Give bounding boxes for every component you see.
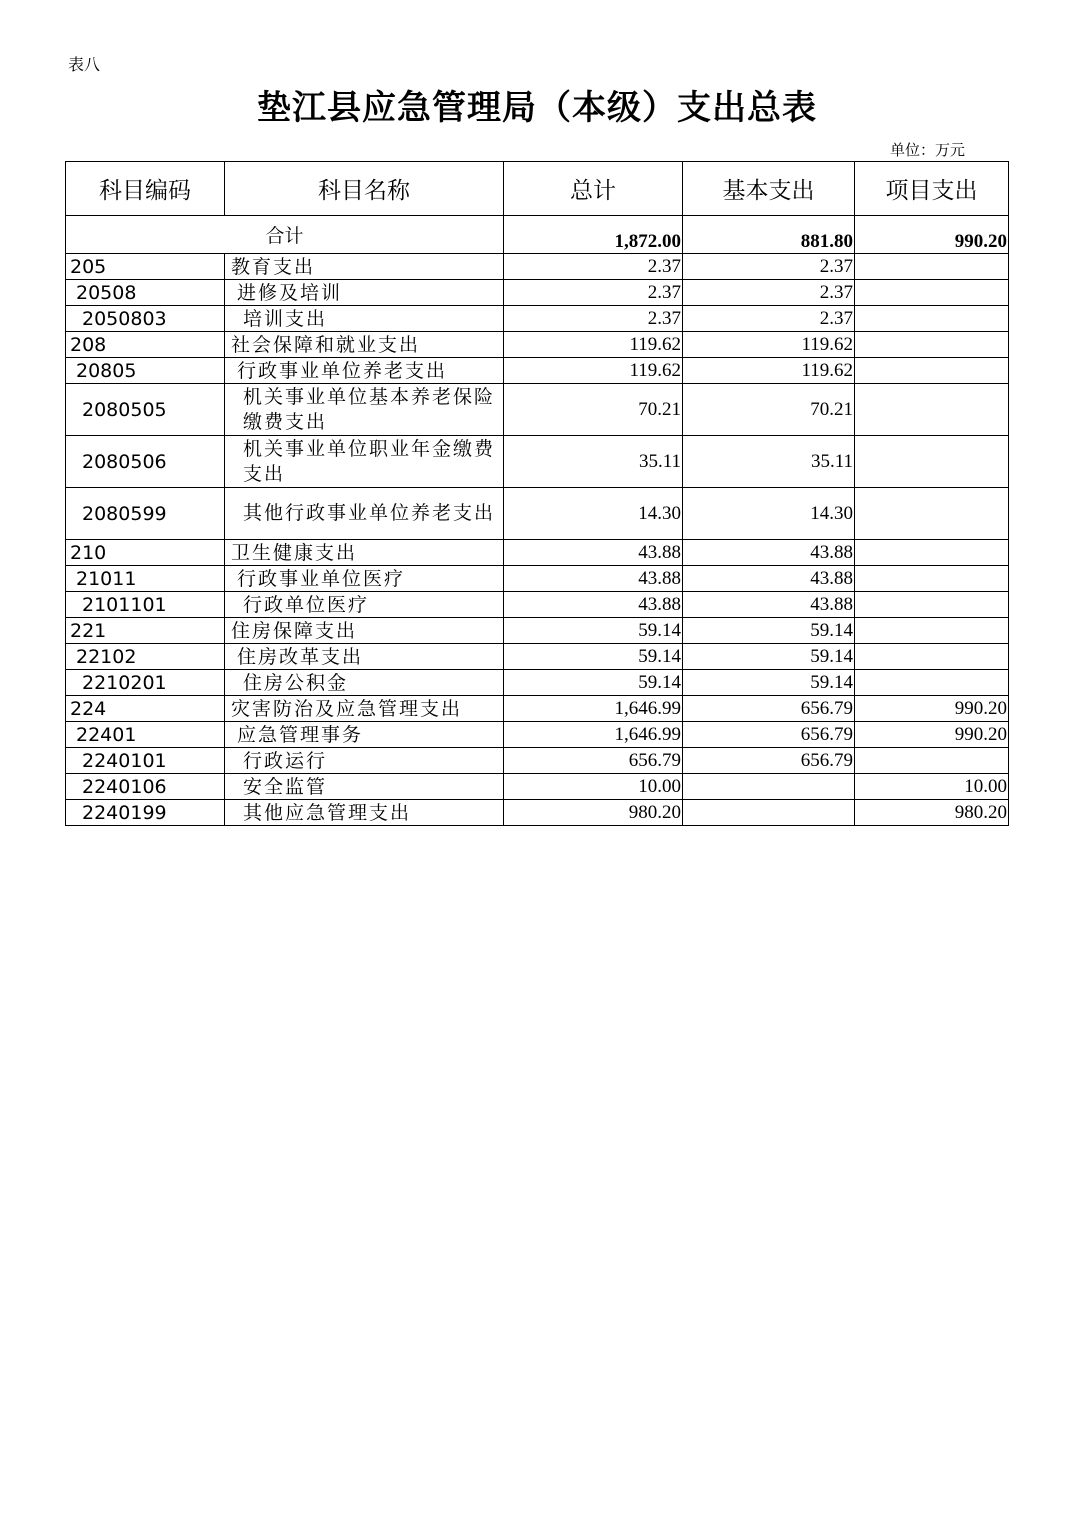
- row-total: 1,646.99: [504, 696, 683, 722]
- table-row: [66, 332, 1009, 358]
- row-project: 990.20: [855, 722, 1009, 748]
- row-project: [855, 566, 1009, 592]
- row-code: 2101101: [66, 592, 225, 618]
- table-row: [66, 592, 1009, 618]
- row-code: 2080506: [66, 436, 225, 488]
- row-basic: 43.88: [683, 540, 855, 566]
- row-code: 2240106: [66, 774, 225, 800]
- row-code: 2240101: [66, 748, 225, 774]
- row-name: 其他应急管理支出: [225, 800, 504, 826]
- table-row: [66, 696, 1009, 722]
- row-total: 59.14: [504, 618, 683, 644]
- row-basic: 43.88: [683, 566, 855, 592]
- table-row: [66, 384, 1009, 436]
- row-basic: 656.79: [683, 696, 855, 722]
- row-name: 应急管理事务: [225, 722, 504, 748]
- row-name: 培训支出: [225, 306, 504, 332]
- total-sum: 1,872.00: [504, 216, 683, 254]
- table-row: [66, 618, 1009, 644]
- row-total: 35.11: [504, 436, 683, 488]
- row-total: 10.00: [504, 774, 683, 800]
- row-basic: 656.79: [683, 748, 855, 774]
- expenditure-table: [65, 161, 1009, 826]
- row-project: 990.20: [855, 696, 1009, 722]
- table-row: [66, 358, 1009, 384]
- row-project: [855, 540, 1009, 566]
- row-project: [855, 306, 1009, 332]
- column-header-total: 总计: [504, 162, 683, 216]
- row-basic: 119.62: [683, 358, 855, 384]
- row-project: [855, 488, 1009, 540]
- row-basic: 43.88: [683, 592, 855, 618]
- row-project: [855, 254, 1009, 280]
- row-name: 行政单位医疗: [225, 592, 504, 618]
- row-total: 43.88: [504, 566, 683, 592]
- row-code: 2080599: [66, 488, 225, 540]
- row-total: 1,646.99: [504, 722, 683, 748]
- table-row: [66, 436, 1009, 488]
- row-code: 208: [66, 332, 225, 358]
- table-row: [66, 254, 1009, 280]
- row-code: 210: [66, 540, 225, 566]
- row-code: 224: [66, 696, 225, 722]
- row-basic: 59.14: [683, 618, 855, 644]
- row-code: 221: [66, 618, 225, 644]
- row-project: [855, 644, 1009, 670]
- row-project: [855, 280, 1009, 306]
- row-code: 22102: [66, 644, 225, 670]
- total-project: 990.20: [855, 216, 1009, 254]
- row-basic: [683, 800, 855, 826]
- row-code: 2080505: [66, 384, 225, 436]
- table-row: [66, 774, 1009, 800]
- row-total: 119.62: [504, 332, 683, 358]
- row-name: 机关事业单位基本养老保险缴费支出: [225, 384, 504, 436]
- row-basic: 70.21: [683, 384, 855, 436]
- row-code: 2210201: [66, 670, 225, 696]
- row-name: 社会保障和就业支出: [225, 332, 504, 358]
- row-total: 656.79: [504, 748, 683, 774]
- row-name: 教育支出: [225, 254, 504, 280]
- table-row: [66, 306, 1009, 332]
- row-total: 119.62: [504, 358, 683, 384]
- table-row: [66, 722, 1009, 748]
- row-total: 2.37: [504, 254, 683, 280]
- column-header-project: 项目支出: [855, 162, 1009, 216]
- unit-label: 单位：万元: [890, 141, 966, 159]
- row-basic: 656.79: [683, 722, 855, 748]
- table-number-label: 表八: [68, 55, 101, 74]
- row-total: 14.30: [504, 488, 683, 540]
- row-total: 2.37: [504, 306, 683, 332]
- table-row: [66, 566, 1009, 592]
- total-basic: 881.80: [683, 216, 855, 254]
- row-total: 2.37: [504, 280, 683, 306]
- row-name: 安全监管: [225, 774, 504, 800]
- row-name: 行政运行: [225, 748, 504, 774]
- row-total: 59.14: [504, 644, 683, 670]
- row-code: 205: [66, 254, 225, 280]
- row-basic: 59.14: [683, 644, 855, 670]
- row-basic: 2.37: [683, 280, 855, 306]
- row-project: [855, 436, 1009, 488]
- row-basic: 119.62: [683, 332, 855, 358]
- row-code: 20508: [66, 280, 225, 306]
- table-row: [66, 644, 1009, 670]
- row-name: 住房改革支出: [225, 644, 504, 670]
- row-name: 行政事业单位医疗: [225, 566, 504, 592]
- row-total: 59.14: [504, 670, 683, 696]
- table-row: [66, 280, 1009, 306]
- row-code: 22401: [66, 722, 225, 748]
- row-basic: 35.11: [683, 436, 855, 488]
- row-project: 980.20: [855, 800, 1009, 826]
- table-header-row: [66, 162, 1009, 216]
- row-name: 机关事业单位职业年金缴费支出: [225, 436, 504, 488]
- row-project: [855, 618, 1009, 644]
- row-basic: [683, 774, 855, 800]
- row-project: 10.00: [855, 774, 1009, 800]
- row-name: 住房保障支出: [225, 618, 504, 644]
- row-name: 行政事业单位养老支出: [225, 358, 504, 384]
- row-project: [855, 670, 1009, 696]
- table-row: [66, 670, 1009, 696]
- table-row: [66, 540, 1009, 566]
- table-row: [66, 748, 1009, 774]
- column-header-name: 科目名称: [225, 162, 504, 216]
- row-total: 43.88: [504, 540, 683, 566]
- row-code: 2240199: [66, 800, 225, 826]
- row-total: 43.88: [504, 592, 683, 618]
- row-project: [855, 748, 1009, 774]
- page-title: 垫江县应急管理局（本级）支出总表: [257, 88, 817, 128]
- row-project: [855, 592, 1009, 618]
- column-header-code: 科目编码: [66, 162, 225, 216]
- total-row: [66, 216, 1009, 254]
- row-total: 70.21: [504, 384, 683, 436]
- row-name: 灾害防治及应急管理支出: [225, 696, 504, 722]
- row-basic: 14.30: [683, 488, 855, 540]
- row-basic: 2.37: [683, 254, 855, 280]
- row-basic: 2.37: [683, 306, 855, 332]
- row-total: 980.20: [504, 800, 683, 826]
- row-name: 其他行政事业单位养老支出: [225, 488, 504, 540]
- row-code: 21011: [66, 566, 225, 592]
- row-name: 进修及培训: [225, 280, 504, 306]
- row-project: [855, 384, 1009, 436]
- row-code: 2050803: [66, 306, 225, 332]
- row-name: 卫生健康支出: [225, 540, 504, 566]
- row-name: 住房公积金: [225, 670, 504, 696]
- total-label: 合计: [66, 216, 504, 254]
- row-project: [855, 332, 1009, 358]
- table-row: [66, 488, 1009, 540]
- row-code: 20805: [66, 358, 225, 384]
- row-basic: 59.14: [683, 670, 855, 696]
- table-row: [66, 800, 1009, 826]
- column-header-basic: 基本支出: [683, 162, 855, 216]
- row-project: [855, 358, 1009, 384]
